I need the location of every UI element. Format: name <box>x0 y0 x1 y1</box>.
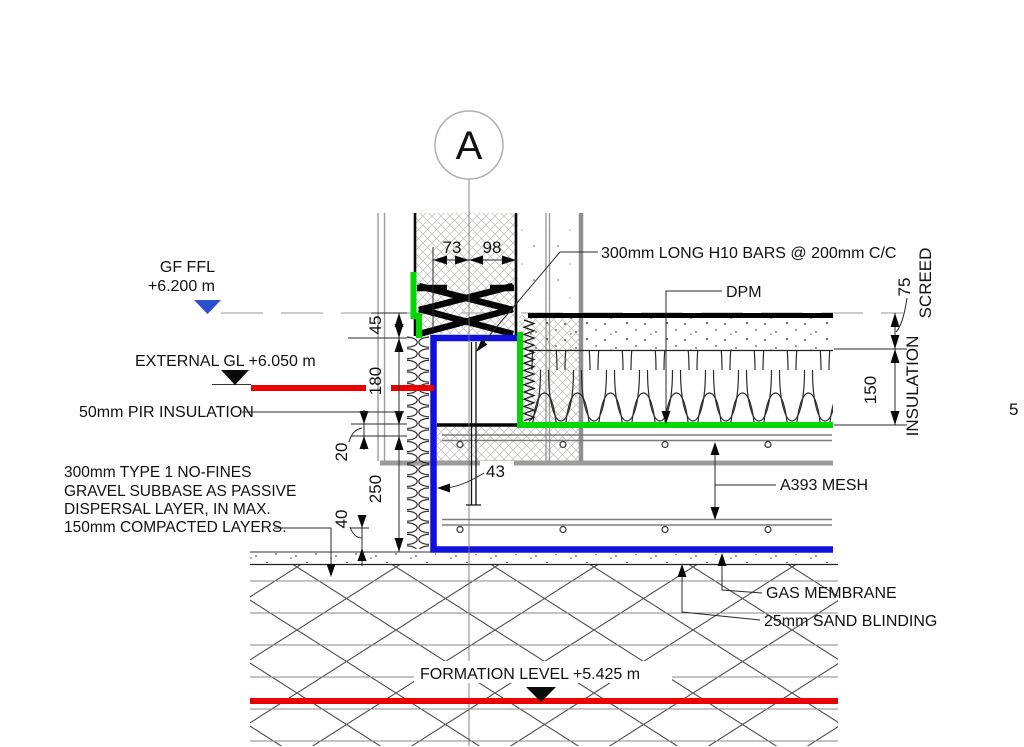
external-gl-red-line <box>212 385 434 389</box>
dim-40: 40 <box>332 509 351 529</box>
gravel-text-line1: 300mm TYPE 1 NO-FINES <box>64 464 252 481</box>
dim-98: 98 <box>482 238 502 257</box>
dim-73: 73 <box>442 238 462 257</box>
a393-mesh-label <box>711 442 869 520</box>
dim-43: 43 <box>486 462 505 481</box>
dpm-text: DPM <box>726 284 762 301</box>
gravel-text-line3: DISPERSAL LAYER, IN MAX. <box>64 501 271 518</box>
sand-blinding-text: 25mm SAND BLINDING <box>764 613 938 630</box>
dim-left-column <box>332 313 407 566</box>
pir-insulation-label <box>79 404 404 421</box>
dim-45: 45 <box>366 315 385 335</box>
pir-text: 50mm PIR INSULATION <box>79 404 254 421</box>
external-gl-text: EXTERNAL GL +6.050 m <box>135 353 316 370</box>
external-gl-label <box>135 353 316 385</box>
floor-screed <box>528 316 833 351</box>
a393-mesh-text: A393 MESH <box>780 477 869 494</box>
gravel-text-line2: GRAVEL SUBBASE AS PASSIVE <box>64 483 297 500</box>
gravel-text-line4: 150mm COMPACTED LAYERS. <box>64 519 287 536</box>
gf-ffl-level-marker-icon <box>194 300 221 314</box>
gas-membrane-text: GAS MEMBRANE <box>766 585 897 602</box>
external-gl-level-marker-icon <box>221 370 249 385</box>
gf-ffl-label <box>148 259 221 314</box>
floor-insulation <box>529 351 833 425</box>
pir-insulation-strip <box>407 336 429 549</box>
dim-250: 250 <box>366 474 385 504</box>
sand-blinding-layer <box>250 552 833 563</box>
dim-150: 150 <box>861 375 880 405</box>
dim-20: 20 <box>332 442 351 462</box>
section-marker <box>435 111 503 179</box>
gf-ffl-text-line1: GF FFL <box>159 259 215 276</box>
label-screed: SCREED <box>916 247 935 319</box>
label-insulation: INSULATION <box>903 335 922 437</box>
gf-ffl-text-line2: +6.200 m <box>147 278 215 295</box>
dim-180: 180 <box>366 366 385 396</box>
dim-right-column <box>834 248 935 437</box>
section-marker-letter: A <box>455 124 483 168</box>
h10-bars-text: 300mm LONG H10 BARS @ 200mm C/C <box>601 245 897 262</box>
edge-cutoff-text: 5 <box>1009 400 1019 419</box>
dim-75: 75 <box>895 277 914 297</box>
formation-level-text: FORMATION LEVEL +5.425 m <box>420 666 641 683</box>
